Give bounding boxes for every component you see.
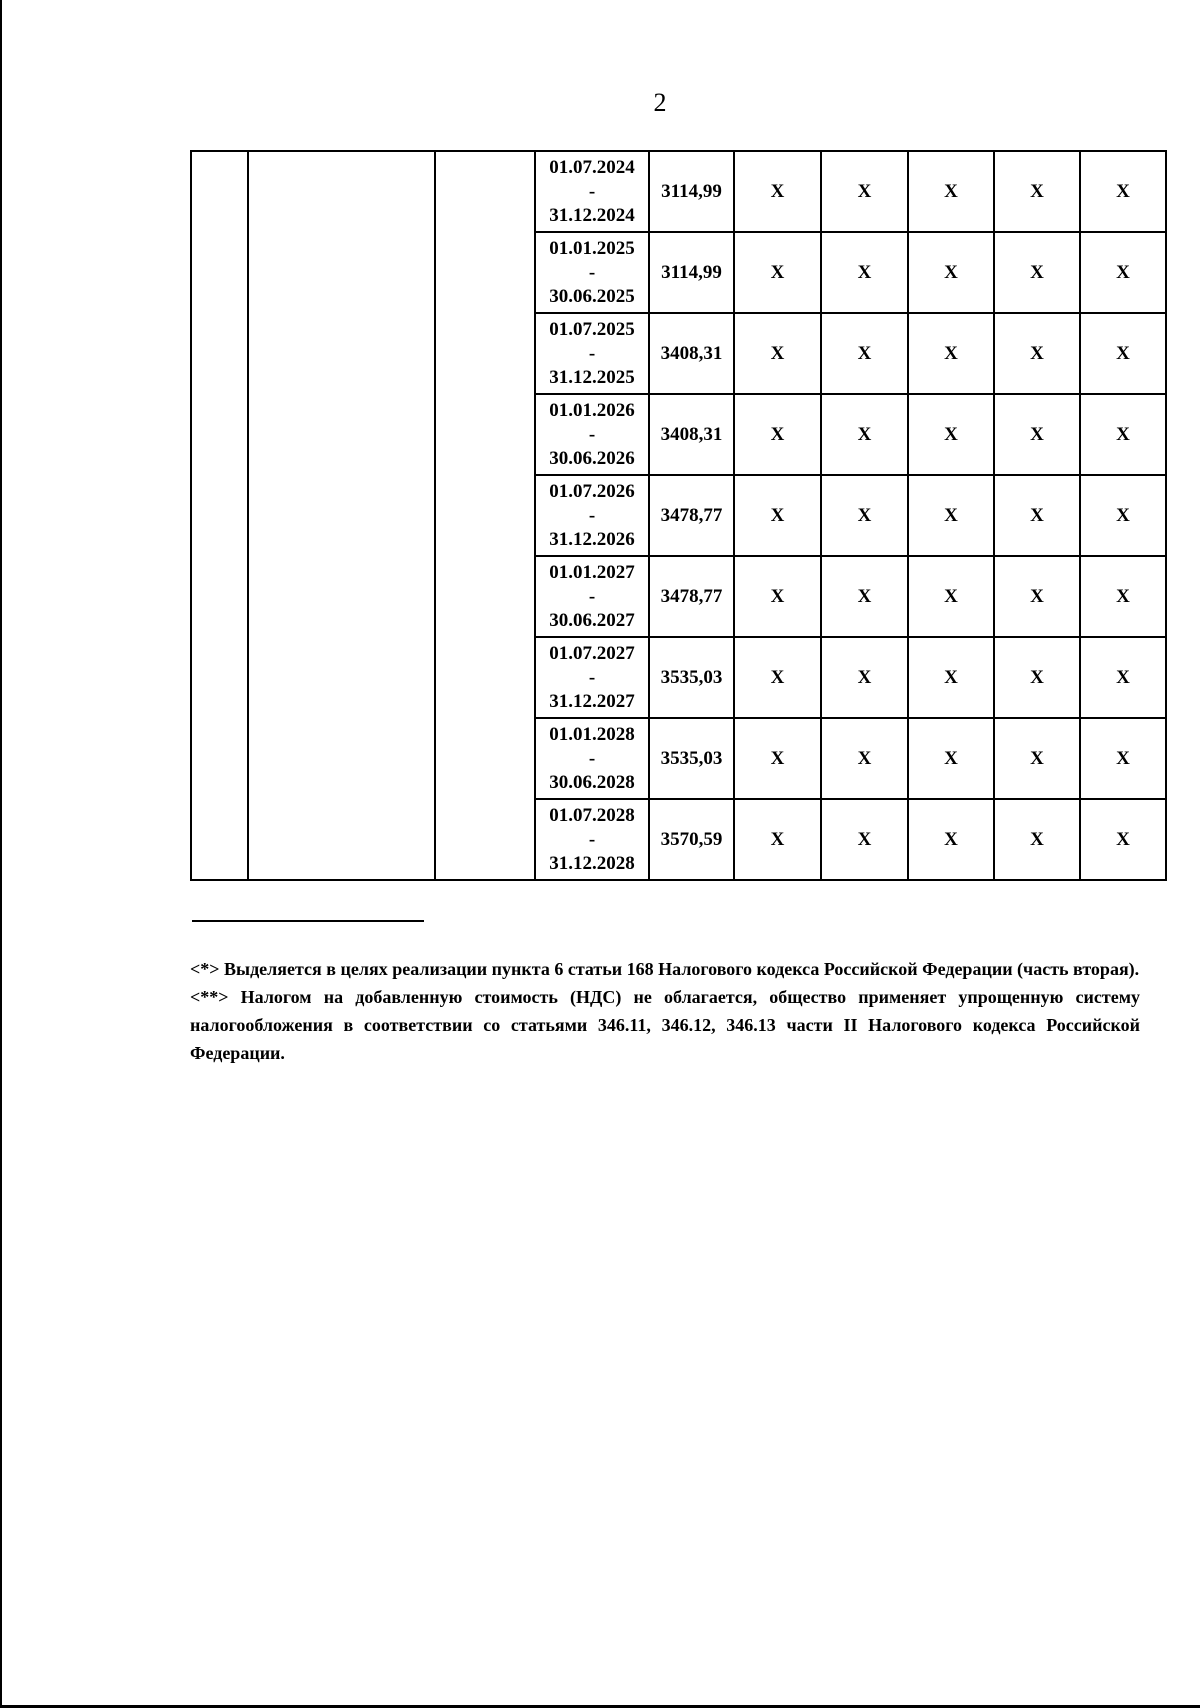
x-mark-cell: X bbox=[908, 637, 994, 718]
empty-cell-category bbox=[435, 151, 535, 880]
x-mark-cell: X bbox=[1080, 313, 1166, 394]
x-mark-cell: X bbox=[821, 394, 908, 475]
period-cell: 01.01.2026 - 30.06.2026 bbox=[535, 394, 649, 475]
x-mark-cell: X bbox=[1080, 718, 1166, 799]
price-cell: 3478,77 bbox=[649, 475, 734, 556]
footnotes bbox=[190, 955, 1140, 1067]
price-cell: 3478,77 bbox=[649, 556, 734, 637]
period-cell: 01.01.2028 - 30.06.2028 bbox=[535, 718, 649, 799]
price-cell: 3114,99 bbox=[649, 151, 734, 232]
x-mark-cell: X bbox=[994, 637, 1080, 718]
x-mark-cell: X bbox=[1080, 151, 1166, 232]
tariff-table bbox=[190, 150, 1167, 881]
x-mark-cell: X bbox=[908, 394, 994, 475]
period-cell: 01.07.2025 - 31.12.2025 bbox=[535, 313, 649, 394]
footnote-vat-exempt: <**> Налогом на добавленную стоимость (НДС) не облагается, общество применяет упрощенную систему налогообложения в соответствии со статьями 346.11, 346.12, 346.13 части II Налогового кодекса Российской Федерации. bbox=[190, 987, 1140, 1063]
x-mark-cell: X bbox=[994, 232, 1080, 313]
price-cell: 3535,03 bbox=[649, 637, 734, 718]
x-mark-cell: X bbox=[821, 232, 908, 313]
x-mark-cell: X bbox=[1080, 799, 1166, 880]
x-mark-cell: X bbox=[734, 556, 821, 637]
x-mark-cell: X bbox=[1080, 637, 1166, 718]
x-mark-cell: X bbox=[908, 556, 994, 637]
price-cell: 3570,59 bbox=[649, 799, 734, 880]
page-number: 2 bbox=[653, 88, 667, 117]
x-mark-cell: X bbox=[734, 394, 821, 475]
table-body bbox=[191, 151, 1166, 880]
x-mark-cell: X bbox=[734, 637, 821, 718]
x-mark-cell: X bbox=[821, 637, 908, 718]
x-mark-cell: X bbox=[821, 799, 908, 880]
x-mark-cell: X bbox=[734, 232, 821, 313]
x-mark-cell: X bbox=[734, 799, 821, 880]
empty-cell-organization bbox=[248, 151, 435, 880]
price-cell: 3535,03 bbox=[649, 718, 734, 799]
x-mark-cell: X bbox=[908, 718, 994, 799]
x-mark-cell: X bbox=[734, 151, 821, 232]
empty-cell-number bbox=[191, 151, 248, 880]
x-mark-cell: X bbox=[994, 475, 1080, 556]
price-cell: 3408,31 bbox=[649, 394, 734, 475]
x-mark-cell: X bbox=[908, 799, 994, 880]
x-mark-cell: X bbox=[734, 475, 821, 556]
x-mark-cell: X bbox=[908, 232, 994, 313]
x-mark-cell: X bbox=[994, 718, 1080, 799]
period-cell: 01.07.2026 - 31.12.2026 bbox=[535, 475, 649, 556]
period-cell: 01.07.2024 - 31.12.2024 bbox=[535, 151, 649, 232]
x-mark-cell: X bbox=[734, 313, 821, 394]
footnote-separator bbox=[192, 920, 424, 922]
period-cell: 01.07.2028 - 31.12.2028 bbox=[535, 799, 649, 880]
x-mark-cell: X bbox=[908, 151, 994, 232]
x-mark-cell: X bbox=[994, 556, 1080, 637]
x-mark-cell: X bbox=[821, 718, 908, 799]
period-cell: 01.01.2025 - 30.06.2025 bbox=[535, 232, 649, 313]
table-row bbox=[191, 151, 1166, 232]
x-mark-cell: X bbox=[821, 313, 908, 394]
x-mark-cell: X bbox=[734, 718, 821, 799]
x-mark-cell: X bbox=[994, 394, 1080, 475]
x-mark-cell: X bbox=[1080, 475, 1166, 556]
price-cell: 3408,31 bbox=[649, 313, 734, 394]
period-cell: 01.01.2027 - 30.06.2027 bbox=[535, 556, 649, 637]
x-mark-cell: X bbox=[821, 151, 908, 232]
x-mark-cell: X bbox=[994, 151, 1080, 232]
x-mark-cell: X bbox=[1080, 556, 1166, 637]
period-cell: 01.07.2027 - 31.12.2027 bbox=[535, 637, 649, 718]
x-mark-cell: X bbox=[1080, 232, 1166, 313]
x-mark-cell: X bbox=[994, 313, 1080, 394]
x-mark-cell: X bbox=[994, 799, 1080, 880]
x-mark-cell: X bbox=[1080, 394, 1166, 475]
x-mark-cell: X bbox=[908, 475, 994, 556]
price-cell: 3114,99 bbox=[649, 232, 734, 313]
x-mark-cell: X bbox=[821, 475, 908, 556]
x-mark-cell: X bbox=[821, 556, 908, 637]
footnote-vat-allocation: <*> Выделяется в целях реализации пункта 6 статьи 168 Налогового кодекса Российской Федерации (часть вторая). bbox=[190, 959, 1140, 979]
page-left-border bbox=[0, 0, 2, 1708]
x-mark-cell: X bbox=[908, 313, 994, 394]
